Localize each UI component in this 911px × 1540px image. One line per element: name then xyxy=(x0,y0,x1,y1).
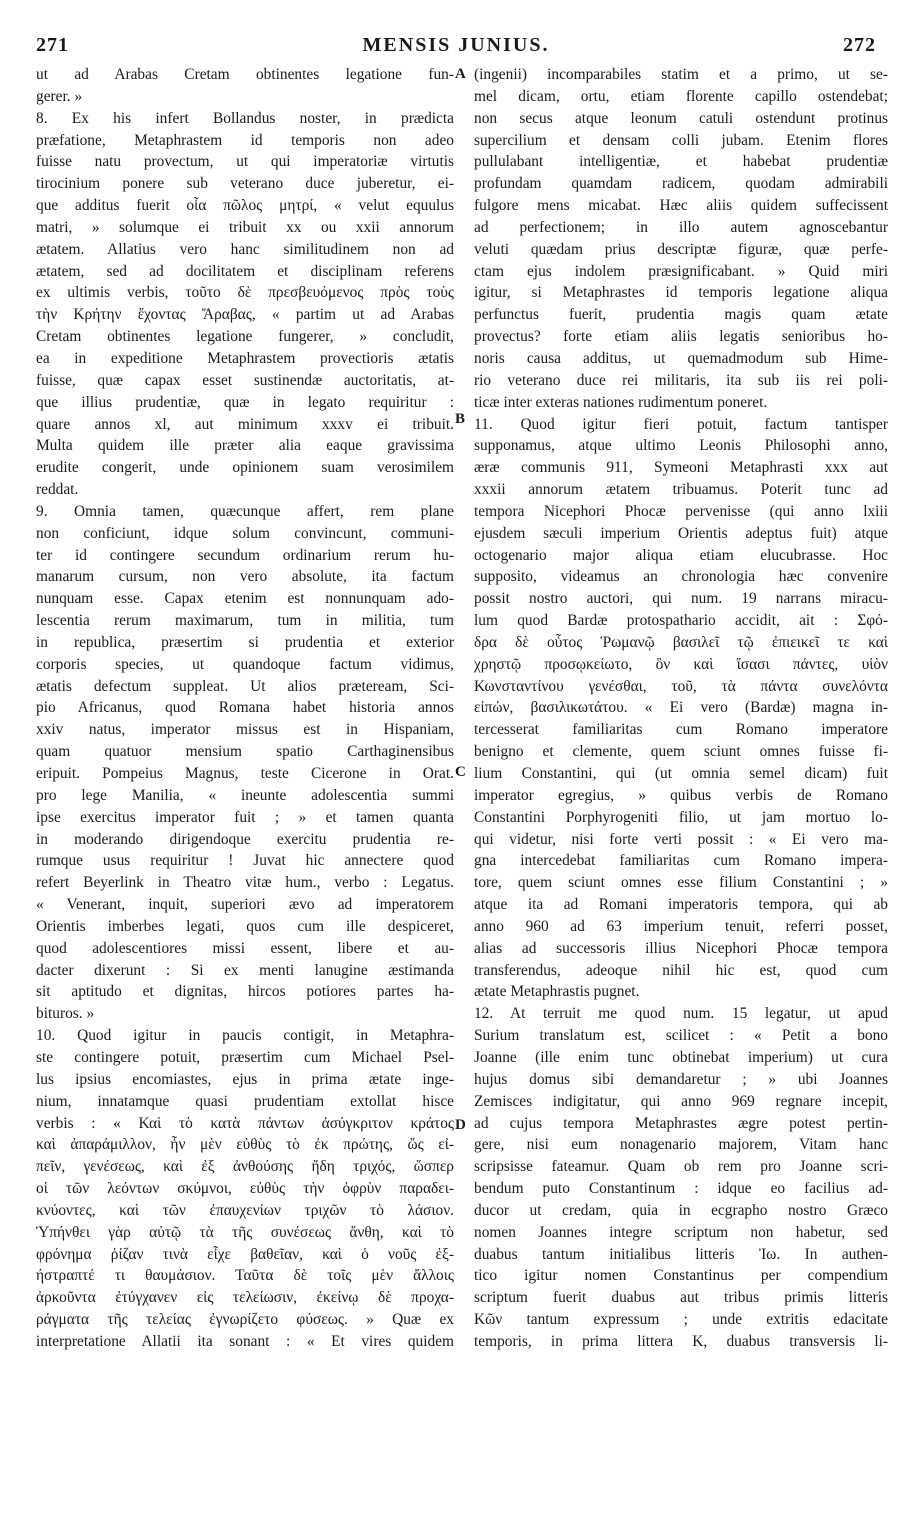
text-line: lescentia rerum maximarum, tum in militia, tum xyxy=(36,612,454,630)
text-line: Zemisces indigitatur, qui anno 969 regnare incepit, xyxy=(474,1092,888,1110)
text-line: qui videtur, nisi forte verti possit : « Ei vero ma- xyxy=(474,830,888,848)
text-line: atque ita ad Romani imperatoris tempora, qui ab xyxy=(474,896,888,914)
text-line: manarum cursum, non vero absolute, ita factum xyxy=(36,568,454,586)
text-line: præfatione, Metaphrastem id temporis non adeo xyxy=(36,131,454,149)
text-line: quam quatuor mensium spatio Carthaginensibus xyxy=(36,743,454,761)
text-line: verbis : « Καὶ τὸ κατὰ πάντων ἀσύγκριτον κράτος xyxy=(36,1114,454,1132)
text-line: pullulabant intelligentiæ, et habebat prudentiæ xyxy=(474,153,888,171)
text-line: ipse exercitus imperator fuit ; » et tamen quanta xyxy=(36,808,454,826)
text-line: ήστραπτέ τι θαυμάσιον. Ταῦτα δὲ τοῖς μὲν ἄλλοις xyxy=(36,1267,454,1285)
text-line: ætatis defectum suppleat. Ut alios præteream, Sci- xyxy=(36,677,454,695)
text-line: veluti quædam prius descriptæ figuræ, quæ perfe- xyxy=(474,240,888,258)
text-line: non secus atque leonum catuli ostendunt protinus xyxy=(474,109,888,127)
text-line: xxxii annorum ætatem tribuamus. Poterit tunc ad xyxy=(474,481,888,499)
text-line: scriptum fuerit duabus aut tribus primis litteris xyxy=(474,1289,888,1307)
margin-marker-d: D xyxy=(455,1117,466,1133)
text-line: bendum puto Constantinum : idque eo facilius ad- xyxy=(474,1180,888,1198)
text-line: in republica, præsertim si prudentia et exterior xyxy=(36,633,454,651)
text-line: ἀρκοῦντα ἐτύγχανεν εἰς τελείωσιν, ἐκείνῳ δὲ προχα- xyxy=(36,1289,454,1307)
text-line: fuisse natu provectum, ut qui imperatoriæ virtutis xyxy=(36,153,454,171)
text-line: imperator egregius, » quibus verbis de Romano xyxy=(474,786,888,804)
text-line: φρόνημα ῥίζαν τινὰ εἶχε βαθεῖαν, καὶ ὁ νοῦς ἐξ- xyxy=(36,1245,454,1263)
text-line: pio Africanus, quod Romana habet historia annos xyxy=(36,699,454,717)
text-line: noris causa additus, ut quemadmodum sub Hime- xyxy=(474,349,888,367)
text-line: æræ communis 911, Symeoni Metaphrasti xxx aut xyxy=(474,459,888,477)
text-line: dacter dixerunt : Si ex menti lanugine æstimanda xyxy=(36,961,454,979)
text-line: profundam quamdam radicem, quodam admirabili xyxy=(474,175,888,193)
text-line: pro lege Manilia, « ineunte adolescentia summi xyxy=(36,786,454,804)
text-line: que additus fuerit οἷα πῶλος μητρί, « velut equulus xyxy=(36,197,454,215)
text-line: χρηστῷ προσῳκείωτο, ὃν καὶ ἴσασι πάντες, υἱὸν xyxy=(474,655,888,673)
text-line: Multa quidem ille præter alia eaque gravissima xyxy=(36,437,454,455)
text-line: fuisse, quæ capax esset sustinendæ auctoritatis, at- xyxy=(36,371,454,389)
text-line: quod adolescentiores missi essent, libere et au- xyxy=(36,939,454,957)
text-line: benigno et clemente, quem sciunt omnes fuisse fi- xyxy=(474,743,888,761)
running-header xyxy=(36,34,876,60)
text-line: nomen Joannes integre scriptum non habetur, sed xyxy=(474,1223,888,1241)
text-line: supposito, videamus an chronologia hæc convenire xyxy=(474,568,888,586)
text-line: transferendus, adeoque nihil hic est, quod cum xyxy=(474,961,888,979)
text-line: Orientis imberbes legati, quos cum ille despiceret, xyxy=(36,917,454,935)
text-line: quare annos xl, aut minimum xxxv ei tribuit. xyxy=(36,415,454,433)
text-line: mel dicam, ortu, etiam florente capillo ostendebat; xyxy=(474,87,888,105)
text-line: tercesserat familiaritas cum Romano imperatore xyxy=(474,721,888,739)
page-number-left: 271 xyxy=(36,34,69,56)
text-line: ejusdem sæculi imperium Orientis adeptus fuit) atque xyxy=(474,524,888,542)
text-line: ad cujus tempora Metaphrastes ægre potest pertin- xyxy=(474,1114,888,1132)
text-line: « Venerant, inquit, superiori ævo ad imperatorem xyxy=(36,896,454,914)
text-line: πεῖν, γενέσεως, καὶ ἐξ ἀνθούσης ἤδη τριχός, ὥσπερ xyxy=(36,1158,454,1176)
text-line: εἰπών, βασιλικωτάτου. « Ei vero (Bardæ) magna in- xyxy=(474,699,888,717)
text-line: matri, » solumque ei tribuit xx ou xxii annorum xyxy=(36,218,454,236)
text-line: lus ipsius encomiastes, ejus in prima ætate inge- xyxy=(36,1070,454,1088)
left-text-column xyxy=(36,64,454,1353)
text-line: supponamus, atque ultimo Leonis Philosophi anno, xyxy=(474,437,888,455)
text-line: lium Constantini, qui (ut omnia semel dicam) fuit xyxy=(474,765,888,782)
text-line: Cretam obtinentes legatione fungerer, » concludit, xyxy=(36,328,454,346)
text-line: lum quod Bardæ protospathario accidit, ait : Σφό- xyxy=(474,612,888,630)
text-line: τὴν Κρήτην ἔχοντας Ἄραβας, « partim ut ad Arabas xyxy=(36,306,454,324)
text-line: temporis, in prima littera K, duabus transversis li- xyxy=(474,1332,888,1350)
text-line: bituros. » xyxy=(36,1005,95,1023)
text-line: hujus domus sibi demandaretur ; » ubi Joannes xyxy=(474,1070,888,1088)
text-line: ut ad Arabas Cretam obtinentes legatione fun- xyxy=(36,66,454,83)
text-line: καὶ ἀπαράμιλλον, ἦν μὲν εὐθὺς τὸ ἐκ πρώτης, ὥς εἰ- xyxy=(36,1136,454,1154)
text-line: (ingenii) incomparabiles statim et a primo, ut se- xyxy=(474,66,888,83)
text-line: rio veterano duce rei militaris, ita sub iis rei poli- xyxy=(474,371,888,389)
text-line: nium, innatamque quasi prudentiam extollat hisce xyxy=(36,1092,454,1110)
text-line: 9. Omnia tamen, quæcunque affert, rem plane xyxy=(36,502,454,520)
text-line: tirocinium ponere sub veterano duce juberetur, ei- xyxy=(36,175,454,193)
text-line: tico igitur nomen Constantinus per compendium xyxy=(474,1267,888,1285)
text-line: tempora Nicephori Phocæ pervenisse (qui anno lxiii xyxy=(474,502,888,520)
text-line: κνύοντες, καὶ τῶν ἐπαυχενίων τριχῶν τὸ λάσιον. xyxy=(36,1201,454,1219)
text-line: ter id contingere secundum ordinarium rerum hu- xyxy=(36,546,454,564)
text-line: ea in expeditione Metaphrastem provectioris ætatis xyxy=(36,349,454,367)
text-line: perfunctus fuerit, prudentia magis quam ætate xyxy=(474,306,888,324)
text-line: xxiv natus, imperator missus est in Hispaniam, xyxy=(36,721,454,739)
text-line: 8. Ex his infert Bollandus noster, in prædicta xyxy=(36,109,454,127)
text-line: reddat. xyxy=(36,481,79,499)
page-title: MENSIS JUNIUS. xyxy=(362,34,550,56)
page-number-right: 272 xyxy=(843,34,876,56)
text-line: ste contingere potuit, præsertim cum Michael Psel- xyxy=(36,1048,454,1066)
text-line: ducor ut credam, quia in ecgrapho nostro Græco xyxy=(474,1201,888,1219)
text-line: provectus? forte etiam aliis legatis senioribus ho- xyxy=(474,328,888,346)
margin-marker-b: B xyxy=(455,411,466,427)
text-line: ctam ejus indolem præsignificabant. » Quid miri xyxy=(474,262,888,280)
text-line: corporis species, ut quandoque factum vidimus, xyxy=(36,655,454,673)
text-line: gerer. » xyxy=(36,87,83,105)
text-line: Κῶν tantum expressum ; unde extritis edacitate xyxy=(474,1311,888,1329)
right-text-column xyxy=(474,64,888,1353)
text-line: fulgore mens micabat. Hæc aliis quidem suffecissent xyxy=(474,197,888,215)
text-line: Constantini Porphyrogeniti filio, ut jam mortuo lo- xyxy=(474,808,888,826)
text-line: non conficiunt, idque solum convincunt, communi- xyxy=(36,524,454,542)
text-line: δρα δὲ οὗτος Ῥωμανῷ βασιλεῖ τῷ ἐπιεικεῖ τε καὶ xyxy=(474,633,888,651)
text-line: refert Beyerlink in Theatro vitæ hum., verbo : Legatus. xyxy=(36,874,454,892)
text-line: ex ultimis verbis, τοῦτο δὲ πρεσβευόμενος πρὸς τοὺς xyxy=(36,284,454,302)
text-line: supercilium et densam colli jubam. Etenim flores xyxy=(474,131,888,149)
text-line: tore, quem sciunt omnes esse filium Constantini ; » xyxy=(474,874,888,892)
text-line: Joanne (ille enim tunc obtinebat imperium) ut cura xyxy=(474,1048,888,1066)
text-line: rumque usus requiritur ! Juvat hic annectere quod xyxy=(36,852,454,870)
text-line: ætatem. Allatius vero hanc similitudinem non ad xyxy=(36,240,454,258)
text-line: erudite congerit, unde opinionem suam verosimilem xyxy=(36,459,454,477)
margin-marker-a: A xyxy=(455,66,466,82)
text-line: Surium translatum est, scilicet : « Petit a bono xyxy=(474,1027,888,1045)
text-line: gna intercedebat familiaritas cum Romano impera- xyxy=(474,852,888,870)
text-line: alias ad successoris illius Nicephori Phocæ tempora xyxy=(474,939,888,957)
text-line: ad perfectionem; in illo autem agnoscebantur xyxy=(474,218,888,236)
text-line: gere, nisi eum nonagenario majorem, Vitam hanc xyxy=(474,1136,888,1154)
text-line: octogenario major aliqua etiam elucubrasse. Hoc xyxy=(474,546,888,564)
text-line: interpretatione Allatii ita sonant : « Et vires quidem xyxy=(36,1332,454,1350)
text-line: que illius prudentiæ, quæ in legato requiritur : xyxy=(36,393,454,411)
text-line: ætatem, sed ad docilitatem et disciplinam referens xyxy=(36,262,454,280)
text-line: sit aptitudo et dignitas, hircos potiores partes ha- xyxy=(36,983,454,1001)
text-line: Κωνσταντίνου γενέσθαι, τοῦ, τὰ πάντα συνελόντα xyxy=(474,677,888,695)
text-line: 10. Quod igitur in paucis contigit, in Metaphra- xyxy=(36,1027,454,1045)
text-line: οἱ τῶν λεόντων σκύμνοι, εὐθὺς τὴν ὀφρὺν παραδει- xyxy=(36,1180,454,1198)
text-line: ætate Metaphrastis pugnet. xyxy=(474,983,640,1001)
margin-marker-c: C xyxy=(455,764,466,780)
text-line: possit nostro auctori, qui num. 19 narrans miracu- xyxy=(474,590,888,608)
text-line: duabus tantum initialibus litteris Ἰω. In authen- xyxy=(474,1245,888,1263)
text-line: nunquam esse. Capax etenim est nonnunquam ado- xyxy=(36,590,454,608)
text-line: ράγματα τῆς τελείας ἐγνωρίζετο φύσεως. » Quæ ex xyxy=(36,1311,454,1329)
text-line: igitur, si Metaphrastes id temporis legatione aliqua xyxy=(474,284,888,302)
text-line: ticæ inter exteras nationes rudimentum poneret. xyxy=(474,393,768,411)
text-line: 11. Quod igitur fieri potuit, factum tantisper xyxy=(474,415,888,433)
text-line: scripsisse fateamur. Quam ob rem pro Joanne scri- xyxy=(474,1158,888,1176)
text-line: in moderando dirigendoque exercitu prudentia re- xyxy=(36,830,454,848)
text-line: Ὑπήνθει γὰρ αὐτῷ τὰ τῆς συνέσεως ἄνθη, καὶ τὸ xyxy=(36,1223,454,1241)
text-line: 12. At terruit me quod num. 15 legatur, ut apud xyxy=(474,1005,888,1023)
text-line: anno 960 ad 63 imperium tenuit, referri posset, xyxy=(474,917,888,935)
text-line: eripuit. Pompeius Magnus, teste Cicerone in Orat. xyxy=(36,765,454,782)
